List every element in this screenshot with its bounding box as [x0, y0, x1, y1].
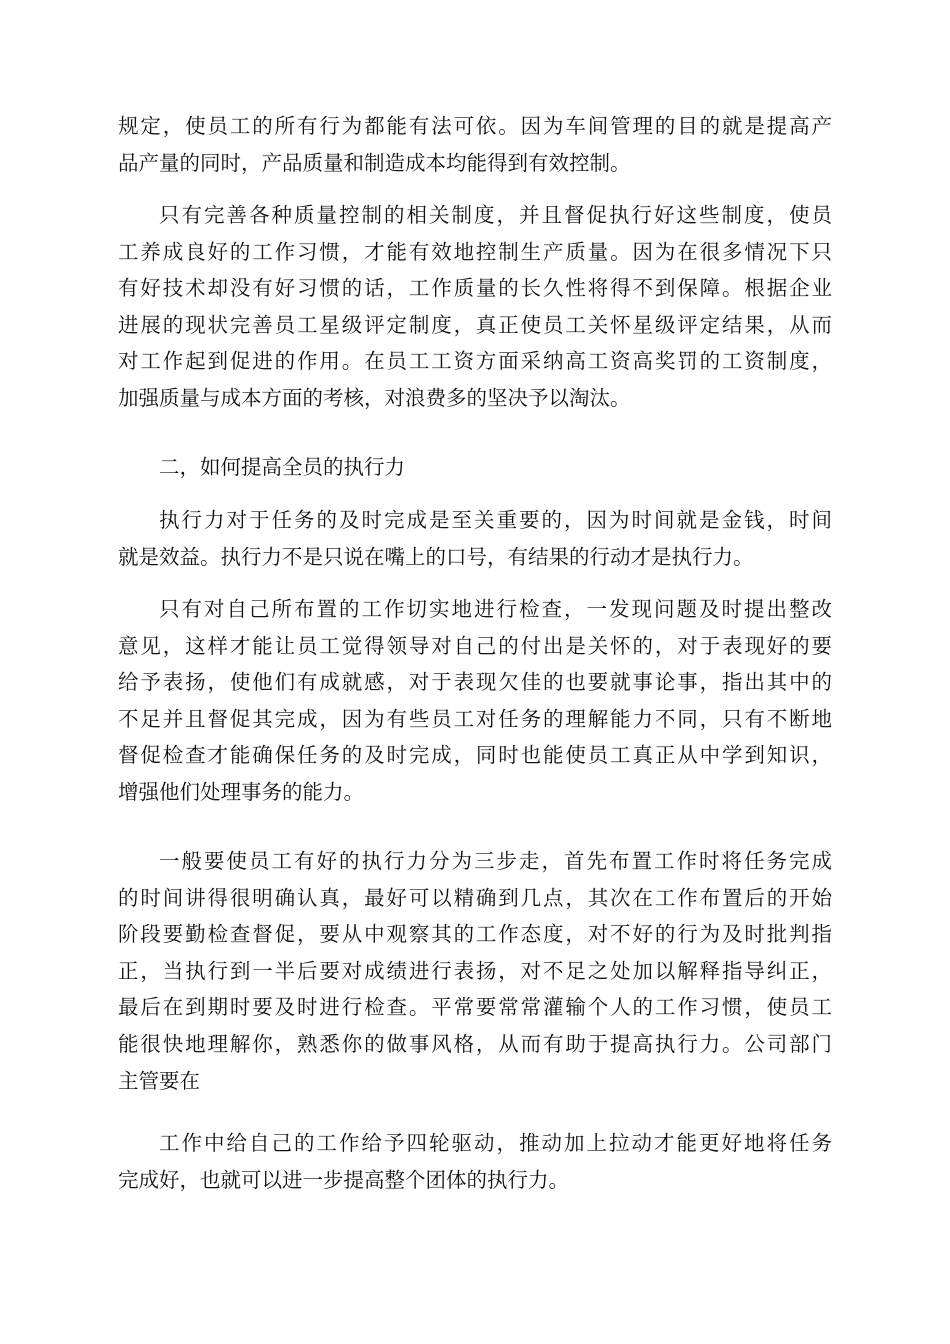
text-line: 增强他们处理事务的能力。 — [118, 779, 364, 804]
paragraph-quality-control — [118, 197, 832, 417]
text-line: 就是效益。执行力不是只说在嘴上的口号，有结果的行动才是执行力。 — [118, 544, 754, 569]
text-line: 品产量的同时，产品质量和制造成本均能得到有效控制。 — [118, 150, 631, 175]
text-line: 工养成良好的工作习惯，才能有效地控制生产质量。因为在很多情况下只 — [118, 239, 832, 264]
paragraph-three-steps — [118, 843, 832, 1099]
paragraph-execution-importance — [118, 502, 832, 575]
text-line: 一般要使员工有好的执行力分为三步走，首先布置工作时将任务完成 — [159, 849, 832, 873]
text-line: 只有对自己所布置的工作切实地进行检查，一发现问题及时提出整改 — [159, 597, 832, 621]
paragraph-inspection — [118, 591, 832, 811]
text-line: 正，当执行到一半后要对成绩进行表扬，对不足之处加以解释指导纠正， — [118, 958, 832, 983]
text-line: 工作中给自己的工作给予四轮驱动，推动加上拉动才能更好地将任务 — [159, 1131, 832, 1155]
text-line: 给予表扬，使他们有成就感，对于表现欠佳的也要就事论事，指出其中的 — [118, 670, 832, 695]
section-heading — [118, 449, 832, 486]
text-line: 有好技术却没有好习惯的话，工作质量的长久性将得不到保障。根据企业 — [118, 276, 832, 301]
document-body — [118, 0, 832, 1344]
text-line: 执行力对于任务的及时完成是至关重要的，因为时间就是金钱，时间 — [159, 508, 832, 532]
text-line: 完成好，也就可以进一步提高整个团体的执行力。 — [118, 1167, 569, 1192]
text-line: 最后在到期时要及时进行检查。平常要常常灌输个人的工作习惯，使员工 — [118, 995, 832, 1020]
text-line: 能很快地理解你，熟悉你的做事风格，从而有助于提高执行力。公司部门 — [118, 1031, 832, 1056]
text-line: 进展的现状完善员工星级评定制度，真正使员工关怀星级评定结果，从而 — [118, 312, 832, 337]
text-line: 意见，这样才能让员工觉得领导对自己的付出是关怀的，对于表现好的要 — [118, 633, 832, 658]
text-line: 阶段要勤检查督促，要从中观察其的工作态度，对不好的行为及时批判指 — [118, 922, 832, 947]
text-line: 督促检查才能确保任务的及时完成，同时也能使员工真正从中学到知识， — [118, 743, 832, 768]
paragraph-regulation-continued — [118, 108, 832, 181]
paragraph-four-wheel-drive — [118, 1125, 832, 1198]
section-heading-text: 二，如何提高全员的执行力 — [159, 455, 405, 479]
text-line: 加强质量与成本方面的考核，对浪费多的坚决予以淘汰。 — [118, 385, 631, 410]
text-line: 主管要在 — [118, 1068, 200, 1093]
text-line: 不足并且督促其完成，因为有些员工对任务的理解能力不同，只有不断地 — [118, 706, 832, 731]
text-line: 只有完善各种质量控制的相关制度，并且督促执行好这些制度，使员 — [159, 203, 832, 227]
text-line: 规定，使员工的所有行为都能有法可依。因为车间管理的目的就是提高产 — [118, 114, 832, 138]
text-line: 对工作起到促进的作用。在员工工资方面采纳高工资高奖罚的工资制度， — [118, 349, 832, 374]
text-line: 的时间讲得很明确认真，最好可以精确到几点，其次在工作布置后的开始 — [118, 885, 832, 910]
